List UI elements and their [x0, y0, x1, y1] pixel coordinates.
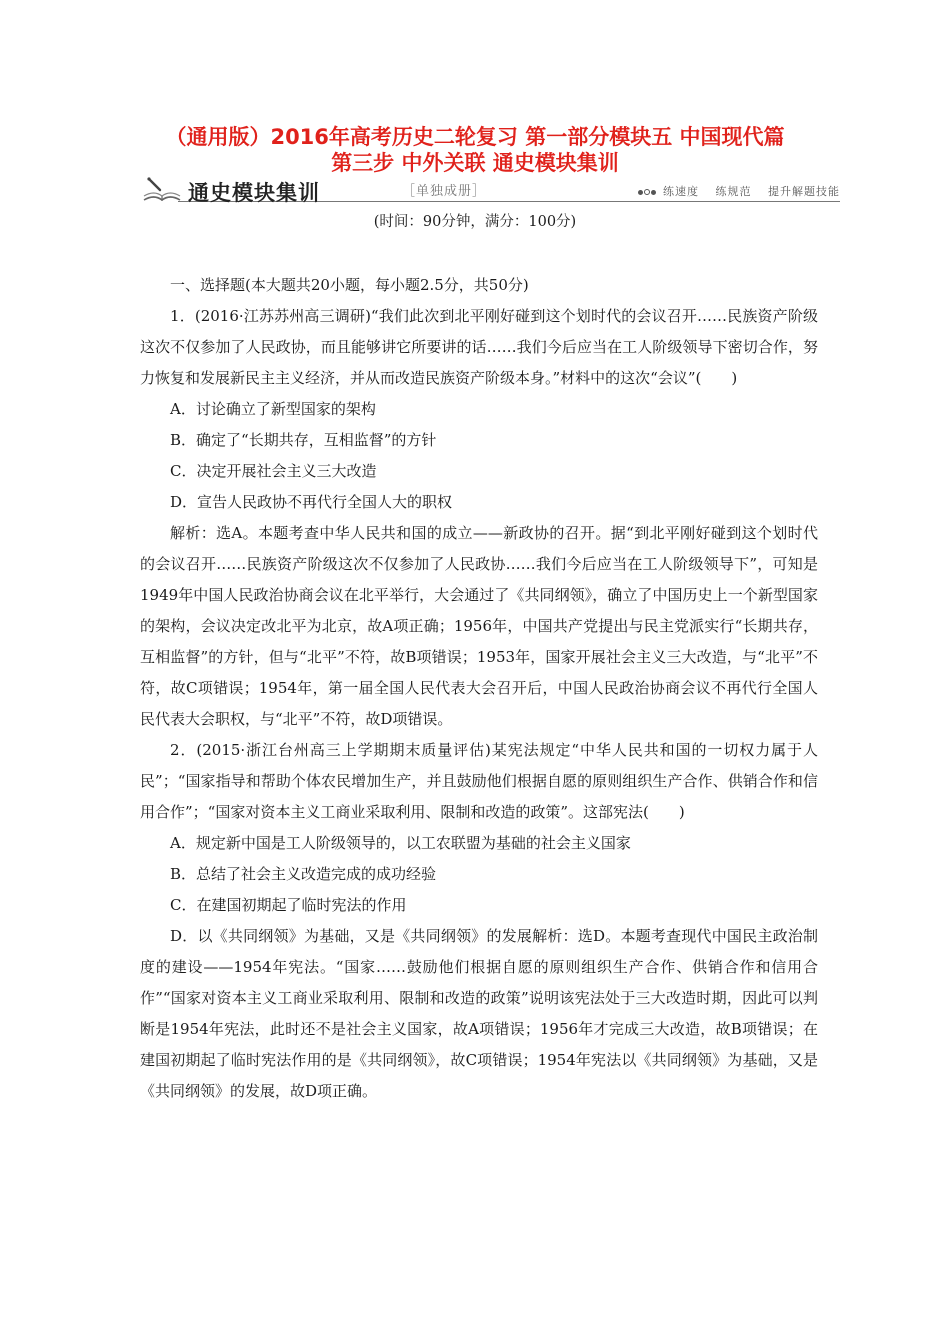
question-1-option-d: D．宣告人民政协不再代行全国人大的职权 — [170, 493, 453, 511]
banner-subtitle-text: 练速度 练规范 提升解题技能 — [663, 185, 840, 198]
document-title-line-2: 第三步 中外关联 通史模块集训 — [331, 151, 619, 175]
question-1-option-a: A．讨论确立了新型国家的架构 — [170, 400, 376, 418]
question-1-analysis: 解析：选A。本题考查中华人民共和国的成立——新政协的召开。据“到北平刚好碰到这个划时代的会议召开……民族资产阶级这次不仅参加了人民政协……我们今后应当在工人阶级领导下”，可知是1949年中国人民政治协商会议在北平举行，大会通过了《共同纲领》，确立了中国历史上一个新型国家的架构，会议决定改北平为北京，故A项正确；1956年，中国共产党提出与民主党派实行“长期共存，互相监督”的方针，但与“北平”不符，故B项错误；1953年，国家开展社会主义三大改造，与“北平”不符，故C项错误；1954年，第一届全国人民代表大会召开后，中国人民政治协商会议不再代行全国人民代表大会职权，与“北平”不符，故D项错误。 — [140, 524, 818, 728]
question-2-option-b: B．总结了社会主义改造完成的成功经验 — [170, 865, 437, 883]
exam-time-info: (时间：90分钟，满分：100分) — [373, 214, 577, 230]
banner-tag: ［单独成册］ — [402, 184, 487, 199]
dots-icon — [638, 185, 657, 198]
question-2-option-d-analysis: D．以《共同纲领》为基础，又是《共同纲领》的发展解析：选D。本题考查现代中国民主政治制度的建设——1954年宪法。“国家……鼓励他们根据自愿的原则组织生产合作、供销合作和信用合作”“国家对资本主义工商业采取利用、限制和改造的政策”说明该宪法处于三大改造时期，因此可以判断是1954年宪法，此时还不是社会主义国家，故A项错误；1956年才完成三大改造，故B项错误；在建国初期起了临时宪法作用的是《共同纲领》，故C项错误；1954年宪法以《共同纲领》为基础，又是《共同纲领》的发展，故D项正确。 — [140, 927, 818, 1100]
document-title-line-1: （通用版）2016年高考历史二轮复习 第一部分模块五 中国现代篇 — [165, 125, 785, 149]
question-2-stem: 2．(2015·浙江台州高三上学期期末质量评估)某宪法规定“中华人民共和国的一切权力属于人民”；“国家指导和帮助个体农民增加生产，并且鼓励他们根据自愿的原则组织生产合作、供销合作和信用合作”；“国家对资本主义工商业采取利用、限制和改造的政策”。这部宪法( ) — [140, 741, 818, 821]
question-1-stem: 1．(2016·江苏苏州高三调研)“我们此次到北平刚好碰到这个划时代的会议召开……民族资产阶级这次不仅参加了人民政协，而且能够讲它所要讲的话……我们今后应当在工人阶级领导下密切合作，努力恢复和发展新民主主义经济，并从而改造民族资产阶级本身。”材料中的这次“会议”( ) — [140, 307, 818, 387]
question-1-option-b: B．确定了“长期共存，互相监督”的方针 — [170, 431, 437, 449]
banner-title: 通史模块集训 — [188, 181, 320, 205]
section-banner — [140, 176, 840, 204]
section-heading: 一、选择题(本大题共20小题，每小题2.5分，共50分) — [170, 276, 529, 294]
question-1-option-c: C．决定开展社会主义三大改造 — [170, 462, 377, 480]
document-body — [140, 270, 818, 1107]
question-2-option-a: A．规定新中国是工人阶级领导的，以工农联盟为基础的社会主义国家 — [170, 834, 631, 852]
question-2-option-c: C．在建国初期起了临时宪法的作用 — [170, 896, 407, 914]
banner-subtitle — [638, 183, 840, 199]
